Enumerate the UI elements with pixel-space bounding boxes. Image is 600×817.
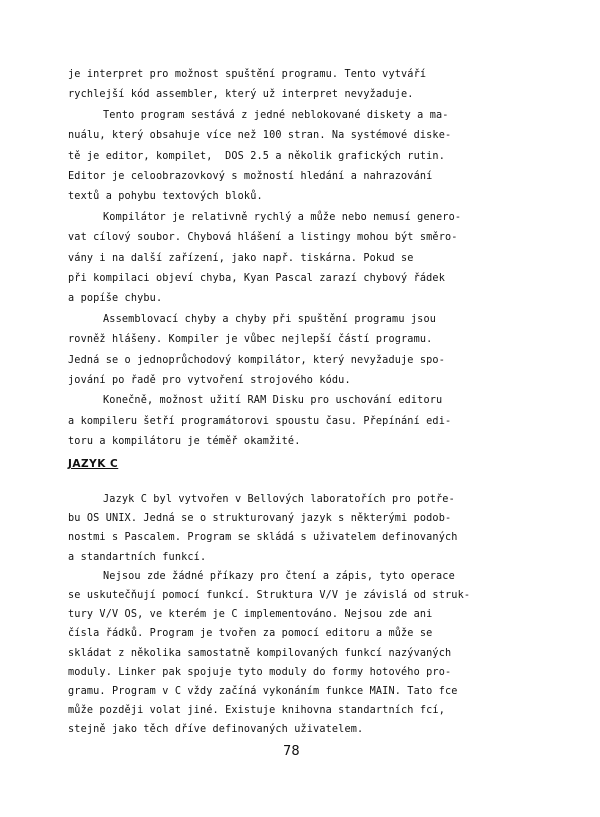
text-line: vat cílový soubor. Chybová hlášení a listingy mohou být směro- <box>68 232 458 244</box>
text-line: a standartních funkcí. <box>68 551 207 563</box>
text-line: Jedná se o jednoprůchodový kompilátor, který nevyžaduje spo- <box>68 354 446 366</box>
text-line: rychlejší kód assembler, který už interpret nevyžaduje. <box>68 89 414 101</box>
text-line: a popíše chybu. <box>68 293 163 305</box>
text-line: toru a kompilátoru je téměř okamžité. <box>68 436 301 448</box>
text-line: Editor je celoobrazovkový s možností hledání a nahrazování <box>68 171 433 182</box>
text-line: Kompilátor je relativně rychlý a může nebo nemusí genero- <box>103 211 462 223</box>
text-line: je interpret pro možnost spuštění programu. Tento vytváří <box>68 69 427 80</box>
text-line: stejně jako těch dříve definovaných uživatelem. <box>68 724 364 736</box>
text-line: moduly. Linker pak spojuje tyto moduly do formy hotového pro- <box>68 666 452 678</box>
text-line: bu OS UNIX. Jedná se o strukturovaný jazyk s některými podob- <box>68 513 452 525</box>
section-heading: JAZYK C <box>68 458 119 470</box>
text-line: a kompileru šetří programátorovi spoustu času. Přepínání edi- <box>68 415 452 427</box>
text-line: Nejsou zde žádné příkazy pro čtení a zápis, tyto operace <box>103 570 455 582</box>
text-line: Tento program sestává z jedné neblokované diskety a ma- <box>103 109 449 121</box>
text-line: může později volat jiné. Existuje knihovna standartních fcí, <box>68 705 446 717</box>
text-line: tury V/V OS, ve kterém je C implementováno. Nejsou zde ani <box>68 609 433 621</box>
text-line: nuálu, který obsahuje více než 100 stran. Na systémové diske- <box>68 130 452 142</box>
text-line: Konečně, možnost užití RAM Disku pro uschování editoru <box>103 395 443 407</box>
text-line: rovněž hlášeny. Kompiler je vůbec nejlepší částí programu. <box>68 334 433 346</box>
text-line: skládat z několika samostatně kompilovaných funkcí nazývaných <box>68 647 452 659</box>
text-line: Assemblovací chyby a chyby při spuštění programu jsou <box>103 313 437 325</box>
text-line: se uskutečňují pomocí funkcí. Struktura V/V je závislá od struk- <box>68 590 471 601</box>
text-line: při kompilaci objeví chyba, Kyan Pascal zarazí chybový řádek <box>68 273 446 284</box>
text-line: Jazyk C byl vytvořen v Bellových laboratořích pro potře- <box>103 494 455 505</box>
text-line: gramu. Program v C vždy začíná vykonáním funkce MAIN. Tato fce <box>68 686 458 697</box>
page-number: 78 <box>283 744 300 759</box>
text-line: textů a pohybu textových bloků. <box>68 191 263 203</box>
text-line: čísla řádků. Program je tvořen za pomocí editoru a může se <box>68 628 433 640</box>
text-line: nostmi s Pascalem. Program se skládá s uživatelem definovaných <box>68 532 458 544</box>
text-line: vány i na další zařízení, jako např. tiskárna. Pokud se <box>68 252 414 264</box>
text-line: jování po řadě pro vytvoření strojového kódu. <box>68 375 351 386</box>
text-line: tě je editor, kompilet, DOS 2.5 a několik grafických rutin. <box>68 150 446 162</box>
